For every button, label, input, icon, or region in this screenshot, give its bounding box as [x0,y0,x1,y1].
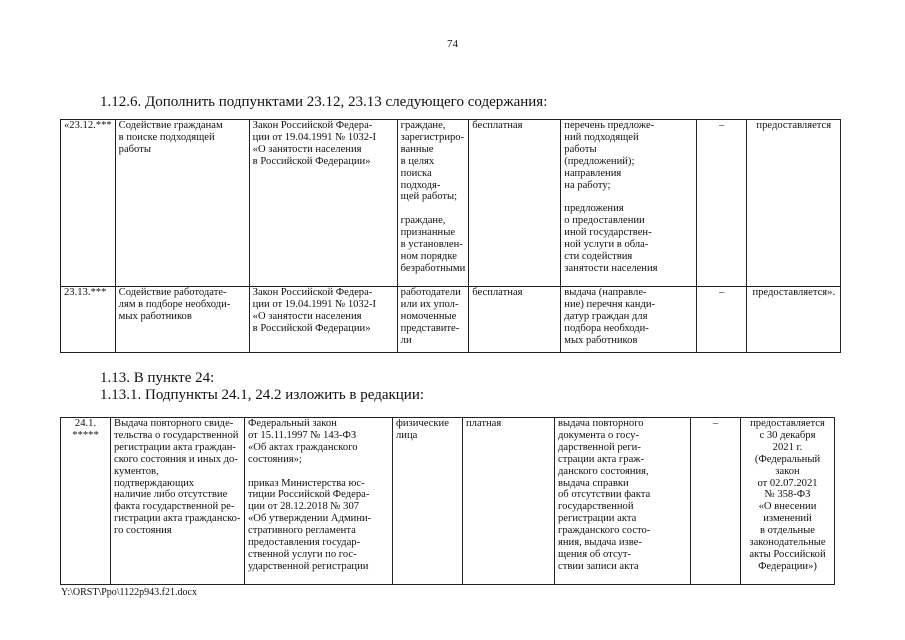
paragraph-1-13: 1.13. В пункте 24: [100,370,215,386]
paragraph-1-12-6: 1.12.6. Дополнить подпунктами 23.12, 23.13 следующего содержания: [100,94,548,110]
result-cell: выдача повторного документа о госу- дарственной реги- страции акта граж- данского состояния, выдача справки об отсутствии факта государственной регистрации акта гражданского состо- яния, выдача изве- щения об отсут- ствии записи акта [555,418,691,585]
dash-cell: – [697,120,747,287]
table-row [61,120,841,287]
service-name-cell: Содействие работодате- лям в подборе необходи- мых работников [115,287,249,353]
recipients-cell: граждане, зарегистриро- ванные в целях поиска подходя- щей работы; граждане, признанные в установлен- ном порядке безработными [397,120,469,287]
payment-cell: бесплатная [469,120,561,287]
legal-basis-cell: Федеральный закон от 15.11.1997 № 143-ФЗ «Об актах гражданского состояния»; приказ Министерства юс- тиции Российской Федера- ции от 28.12.2018 № 307 «Об утверждении Админи- стративного регламента предоставления государ- ственной услуги по гос- ударственной регистрации [245,418,393,585]
dash-cell: – [697,287,747,353]
payment-cell: платная [463,418,555,585]
table-row [61,418,835,585]
recipients-cell: работодатели или их упол- номоченные представите- ли [397,287,469,353]
row-number-cell: «23.12.*** [61,120,116,287]
paragraph-1-13-1: 1.13.1. Подпункты 24.1, 24.2 изложить в редакции: [100,387,425,403]
legal-basis-cell: Закон Российской Федера- ции от 19.04.1991 № 1032-I «О занятости населения в Российской Федерации» [249,120,397,287]
recipients-cell: физические лица [393,418,463,585]
file-path-footer: Y:\ORST\Ppo\1122p943.f21.docx [61,587,197,598]
result-cell: перечень предложе- ний подходящей работы (предложений); направления на работу; предложения о предоставлении иной государствен- ной услуги в обла- сти содействия занятости населения [561,120,697,287]
page-number: 74 [447,38,458,50]
services-table-2 [60,417,835,585]
service-name-cell: Содействие гражданам в поиске подходящей работы [115,120,249,287]
status-cell: предоставляется с 30 декабря 2021 г. (Федеральный закон от 02.07.2021 № 358-ФЗ «О внесении изменений в отдельные законодательные акты Российской Федерации») [741,418,835,585]
services-table-1 [60,119,841,353]
legal-basis-cell: Закон Российской Федера- ции от 19.04.1991 № 1032-I «О занятости населения в Российской Федерации» [249,287,397,353]
status-cell: предоставляется». [747,287,841,353]
row-number-cell: 24.1. ***** [61,418,111,585]
service-name-cell: Выдача повторного свиде- тельства о государственной регистрации акта граждан- ского состояния и иных до- кументов, подтверждающих наличие либо отсутствие факта государственной ре- гистрации акта гражданско- го состояния [111,418,245,585]
row-number-cell: 23.13.*** [61,287,116,353]
table-row [61,287,841,353]
status-cell: предоставляется [747,120,841,287]
payment-cell: бесплатная [469,287,561,353]
dash-cell: – [691,418,741,585]
result-cell: выдача (направле- ние) перечня канди- датур граждан для подбора необходи- мых работников [561,287,697,353]
